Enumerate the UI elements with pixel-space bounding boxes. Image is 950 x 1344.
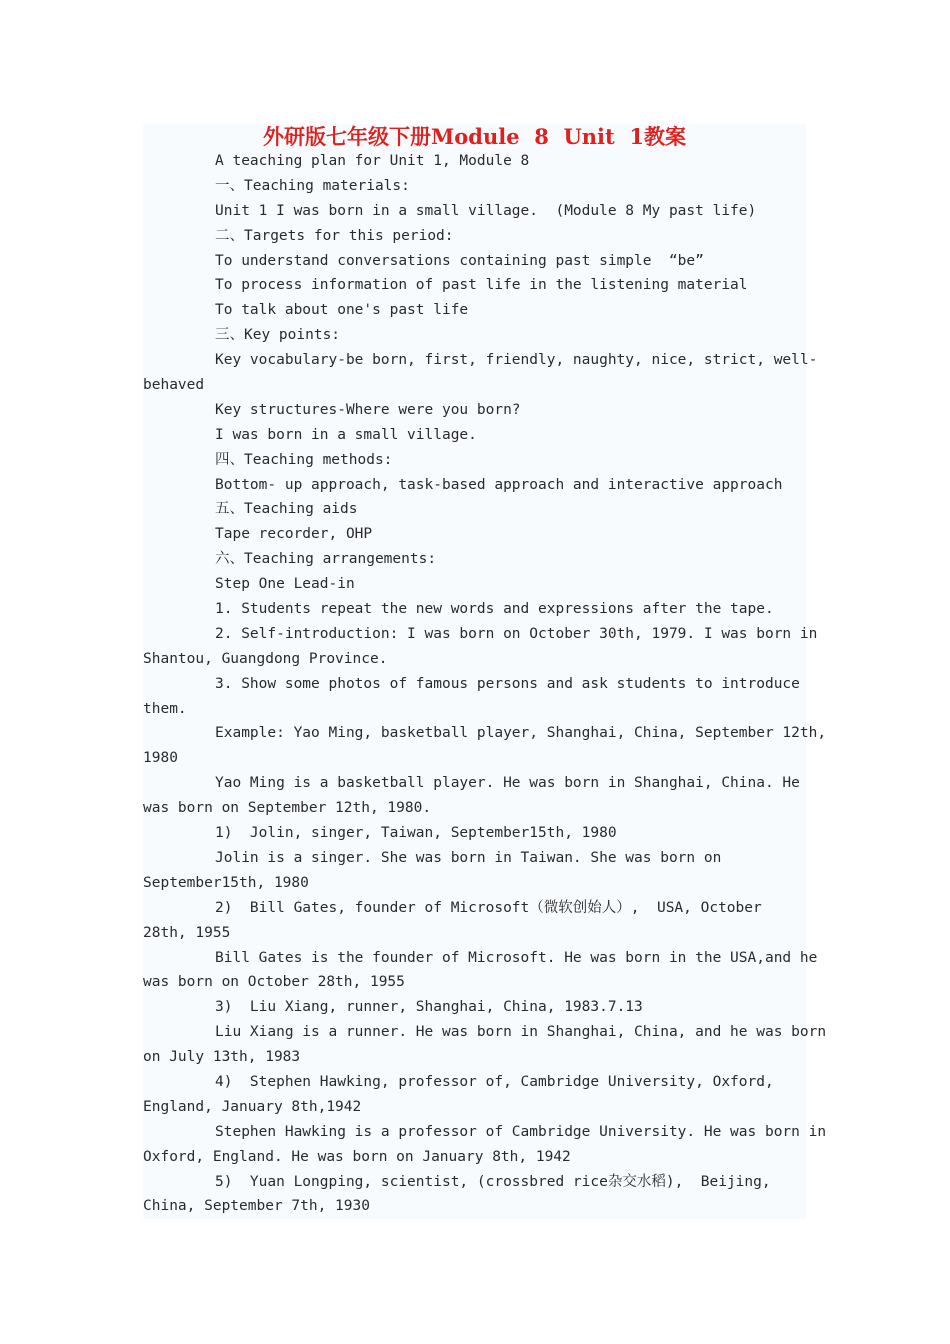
text-line: 四、Teaching methods: xyxy=(215,451,393,468)
text-line: Oxford, England. He was born on January 8th, 1942 xyxy=(143,1148,571,1165)
text-line: Jolin is a singer. She was born in Taiwan. She was born on xyxy=(215,849,722,866)
text-line: England, January 8th,1942 xyxy=(143,1098,362,1115)
text-line: China, September 7th, 1930 xyxy=(143,1198,370,1215)
text-line: Yao Ming is a basketball player. He was born in Shanghai, China. He xyxy=(215,775,800,792)
text-line: September15th, 1980 xyxy=(143,874,309,891)
text-line: 5) Yuan Longping, scientist, (crossbred rice杂交水稻), Beijing, xyxy=(215,1173,771,1190)
text-line: 4) Stephen Hawking, professor of, Cambridge University, Oxford, xyxy=(215,1073,774,1090)
text-line: was born on October 28th, 1955 xyxy=(143,974,405,991)
text-line: Key structures-Where were you born? xyxy=(215,401,521,418)
text-line: 六、Teaching arrangements: xyxy=(215,551,437,568)
text-line: Step One Lead-in xyxy=(215,576,355,593)
text-line: them. xyxy=(143,700,187,717)
text-line: Example: Yao Ming, basketball player, Shanghai, China, September 12th, xyxy=(215,725,827,742)
text-line: 2) Bill Gates, founder of Microsoft（微软创始人）, USA, October xyxy=(215,899,762,916)
text-line: Stephen Hawking is a professor of Cambridge University. He was born in xyxy=(215,1123,827,1140)
text-line: on July 13th, 1983 xyxy=(143,1049,301,1066)
text-line: Key vocabulary-be born, first, friendly, naughty, nice, strict, well- xyxy=(215,352,818,369)
text-line: I was born in a small village. xyxy=(215,426,477,443)
text-line: 3) Liu Xiang, runner, Shanghai, China, 1983.7.13 xyxy=(215,999,643,1016)
text-line: 3. Show some photos of famous persons and ask students to introduce xyxy=(215,675,800,692)
text-line: 1980 xyxy=(143,750,178,767)
text-line: Unit 1 I was born in a small village. (Module 8 My past life) xyxy=(215,202,757,219)
text-line: behaved xyxy=(143,377,205,394)
text-line: 一、Teaching materials: xyxy=(215,177,410,194)
document-title: 外研版七年级下册Module 8 Unit 1教案 xyxy=(263,124,686,149)
text-line: 28th, 1955 xyxy=(143,924,231,941)
text-line: Shantou, Guangdong Province. xyxy=(143,650,388,667)
text-line: 1) Jolin, singer, Taiwan, September15th, 1980 xyxy=(215,825,617,842)
text-line: A teaching plan for Unit 1, Module 8 xyxy=(215,153,530,169)
text-line: To process information of past life in the listening material xyxy=(215,277,748,294)
document-lines xyxy=(143,149,827,1219)
text-line: 五、Teaching aids xyxy=(215,501,358,518)
text-line: Bottom- up approach, task-based approach and interactive approach xyxy=(215,476,783,493)
text-line: Liu Xiang is a runner. He was born in Shanghai, China, and he was born xyxy=(215,1024,827,1041)
text-line: 2. Self-introduction: I was born on October 30th, 1979. I was born in xyxy=(215,625,818,642)
text-line: Tape recorder, OHP xyxy=(215,526,373,543)
text-line: 三、Key points: xyxy=(215,327,341,344)
text-line: To talk about one's past life xyxy=(215,302,469,319)
text-line: 1. Students repeat the new words and expressions after the tape. xyxy=(215,601,774,618)
text-line: 二、Targets for this period: xyxy=(215,227,454,244)
text-line: Bill Gates is the founder of Microsoft. He was born in the USA,and he xyxy=(215,949,818,966)
text-line: was born on September 12th, 1980. xyxy=(143,800,432,817)
text-line: To understand conversations containing past simple “be” xyxy=(215,252,704,269)
